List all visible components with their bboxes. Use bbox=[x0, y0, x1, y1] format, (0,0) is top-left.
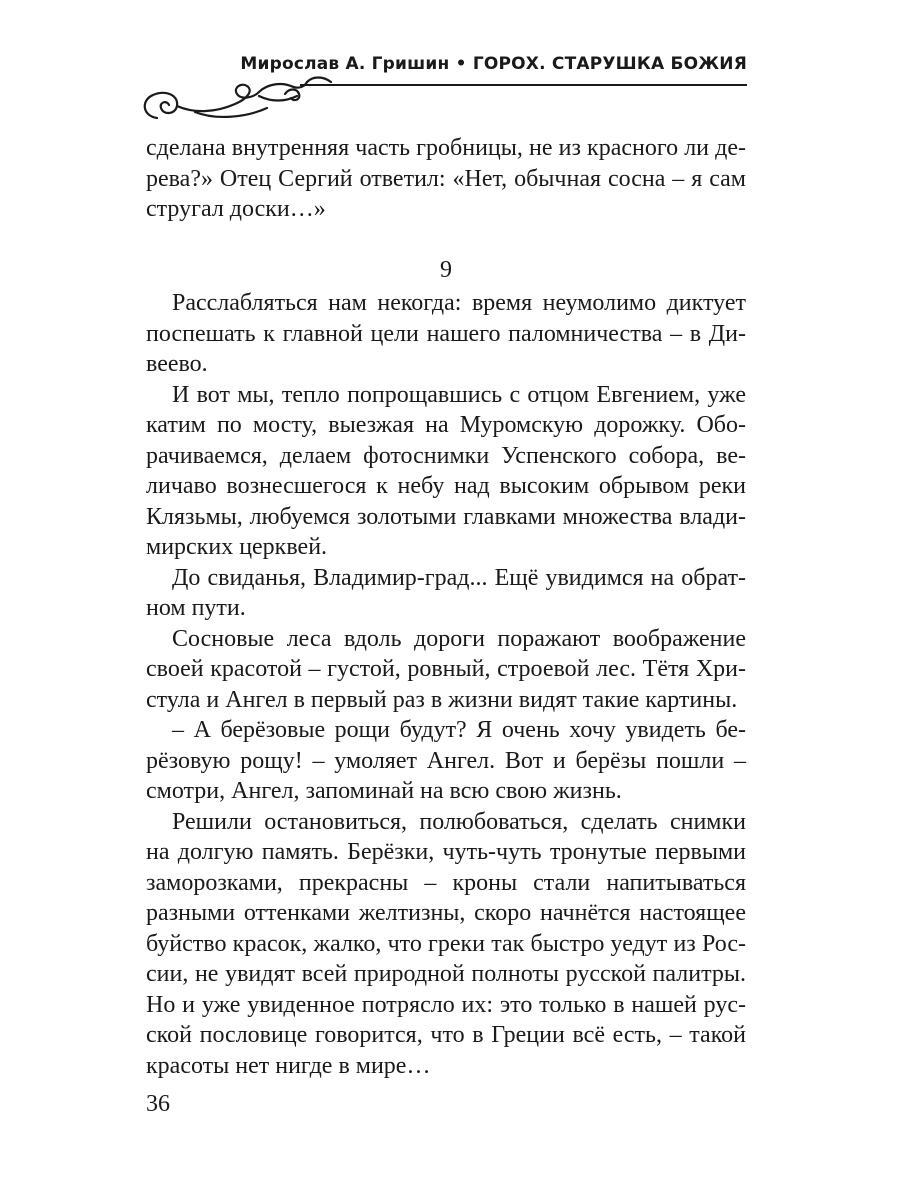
header-rule bbox=[300, 84, 747, 86]
paragraph: Сосновые леса вдоль дороги поражают воображение своей красотой – густой, ровный, строевой лес. Тётя Христула и Ангел в первый раз в жизни видят такие картины. bbox=[146, 625, 746, 713]
section-number: 9 bbox=[440, 256, 452, 283]
paragraph: Решили остановиться, полюбоваться, сделать снимки на долгую память. Берёзки, чуть-чуть тронутые первыми заморозками, прекрасны – кроны стали напитываться разными оттенками желтизны, скоро начнётся настоящее буйство красок, жалко, что греки так быстро уедут из России, не увидят всей природной полноты русской палитры. Но и уже увиденное потрясло их: это только в нашей русской пословице говорится, что в Греции всё есть, – такой красоты нет нигде в мире… bbox=[146, 808, 746, 1079]
body-text bbox=[146, 133, 746, 1081]
paragraph-continued: сделана внутренняя часть гробницы, не из красного ли дерева?» Отец Сергий ответил: «Нет, обычная сосна – я сам стругал доски…» bbox=[146, 135, 746, 222]
paragraph: Расслабляться нам некогда: время неумолимо диктует поспешать к главной цели нашего паломничества – в Дивеево. bbox=[146, 290, 746, 377]
running-header bbox=[135, 48, 747, 126]
paragraph: И вот мы, тепло попрощавшись с отцом Евгением, уже катим по мосту, выезжая на Муромскую дорожку. Оборачиваемся, делаем фотоснимки Успенского собора, величаво вознесшегося к небу над высоким обрывом реки Клязьмы, любуемся золотыми главками множества владимирских церквей. bbox=[146, 381, 746, 560]
page-number: 36 bbox=[146, 1091, 170, 1117]
header-author: Мирослав А. Гришин bbox=[240, 54, 450, 74]
flourish-ornament-icon bbox=[135, 68, 335, 124]
paragraph: До свиданья, Владимир-град... Ещё увидимся на обратном пути. bbox=[146, 564, 746, 621]
paragraph: – А берёзовые рощи будут? Я очень хочу увидеть берёзовую рощу! – умоляет Ангел. Вот и берёзы пошли – смотри, Ангел, запоминай на всю свою жизнь. bbox=[146, 717, 746, 804]
header-title: ГОРОХ. СТАРУШКА БОЖИЯ bbox=[472, 54, 747, 74]
header-separator: • bbox=[455, 54, 467, 74]
